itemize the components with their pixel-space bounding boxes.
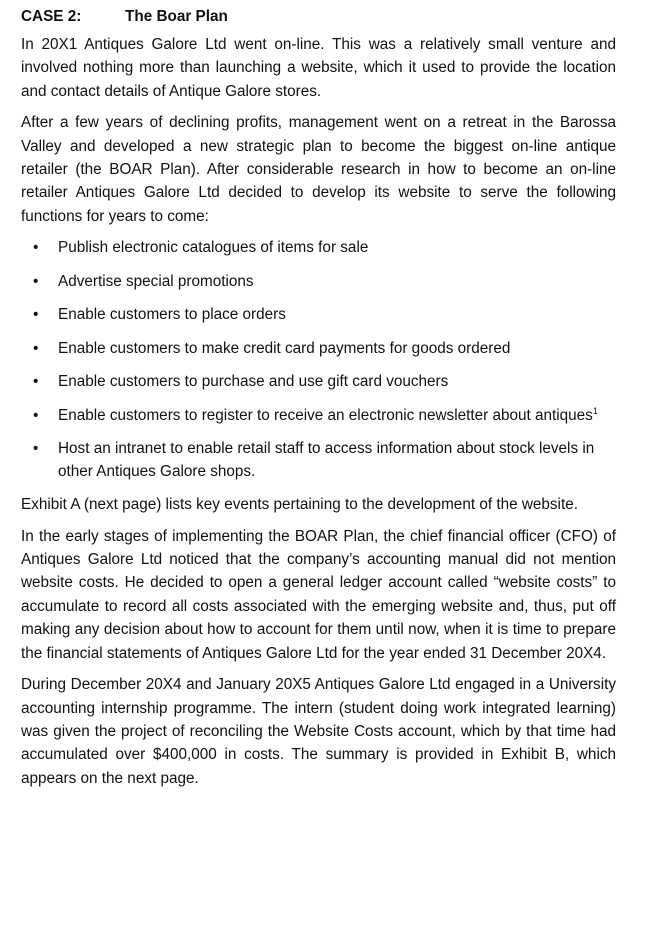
bullet-icon: • [33, 239, 39, 257]
list-item [21, 437, 616, 483]
footnote-marker: 1 [592, 405, 598, 416]
bullet-icon: • [33, 373, 39, 391]
list-item-text: Host an intranet to enable retail staff to access information about stock levels in other Antiques Galore shops. [58, 440, 595, 481]
list-item-text: Publish electronic catalogues of items for sale [58, 239, 369, 257]
website-functions-list [21, 236, 616, 483]
list-item [21, 303, 616, 326]
list-item-text: Enable customers to purchase and use gift card vouchers [58, 373, 449, 391]
case-label: CASE 2: [21, 8, 82, 25]
bullet-icon: • [33, 406, 39, 424]
list-item [21, 236, 616, 259]
list-item-text: Enable customers to make credit card payments for goods ordered [58, 339, 511, 357]
list-item [21, 370, 616, 393]
bullet-icon: • [33, 440, 39, 458]
paragraph-intro-online: In 20X1 Antiques Galore Ltd went on-line. This was a relatively small venture and involved nothing more than launching a website, which it used to provide the location and contact details of Antique Galore stores. [21, 36, 616, 100]
document-page [21, 7, 616, 798]
bullet-icon: • [33, 306, 39, 324]
paragraph-internship: During December 20X4 and January 20X5 Antiques Galore Ltd engaged in a University accounting internship programme. The intern (student doing work integrated learning) was given the project of reconciling the Website Costs account, which by that time had accumulated over $400,000 in costs. The summary is provided in Exhibit B, which appears on the next page. [21, 676, 616, 787]
list-item-text-body: Enable customers to register to receive an electronic newsletter about antiques [58, 406, 593, 424]
list-item [21, 270, 616, 293]
list-item-text [58, 404, 616, 427]
paragraph-cfo-website-costs: In the early stages of implementing the BOAR Plan, the chief financial officer (CFO) of Antiques Galore Ltd noticed that the company’s accounting manual did not mention website costs. He decided to open a general ledger account called “website costs” to accumulate to record all costs associated with the emerging website and, thus, put off making any decision about how to account for them until now, when it is time to prepare the financial statements of Antiques Galore Ltd for the year ended 31 December 20X4. [21, 527, 616, 662]
list-item-text: Advertise special promotions [58, 272, 254, 290]
list-item [21, 337, 616, 360]
bullet-icon: • [33, 272, 39, 290]
paragraph-exhibit-a: Exhibit A (next page) lists key events pertaining to the development of the website. [21, 496, 578, 514]
case-heading [21, 7, 616, 27]
list-item-text: Enable customers to place orders [58, 306, 286, 324]
case-title: The Boar Plan [125, 8, 228, 25]
paragraph-boar-plan: After a few years of declining profits, management went on a retreat in the Barossa Valley and developed a new strategic plan to become the biggest on-line antique retailer (the BOAR Plan). After considerable research in how to become an on-line retailer Antiques Galore Ltd decided to develop its website to serve the following functions for years to come: [21, 114, 616, 225]
list-item [21, 404, 616, 427]
bullet-icon: • [33, 339, 39, 357]
